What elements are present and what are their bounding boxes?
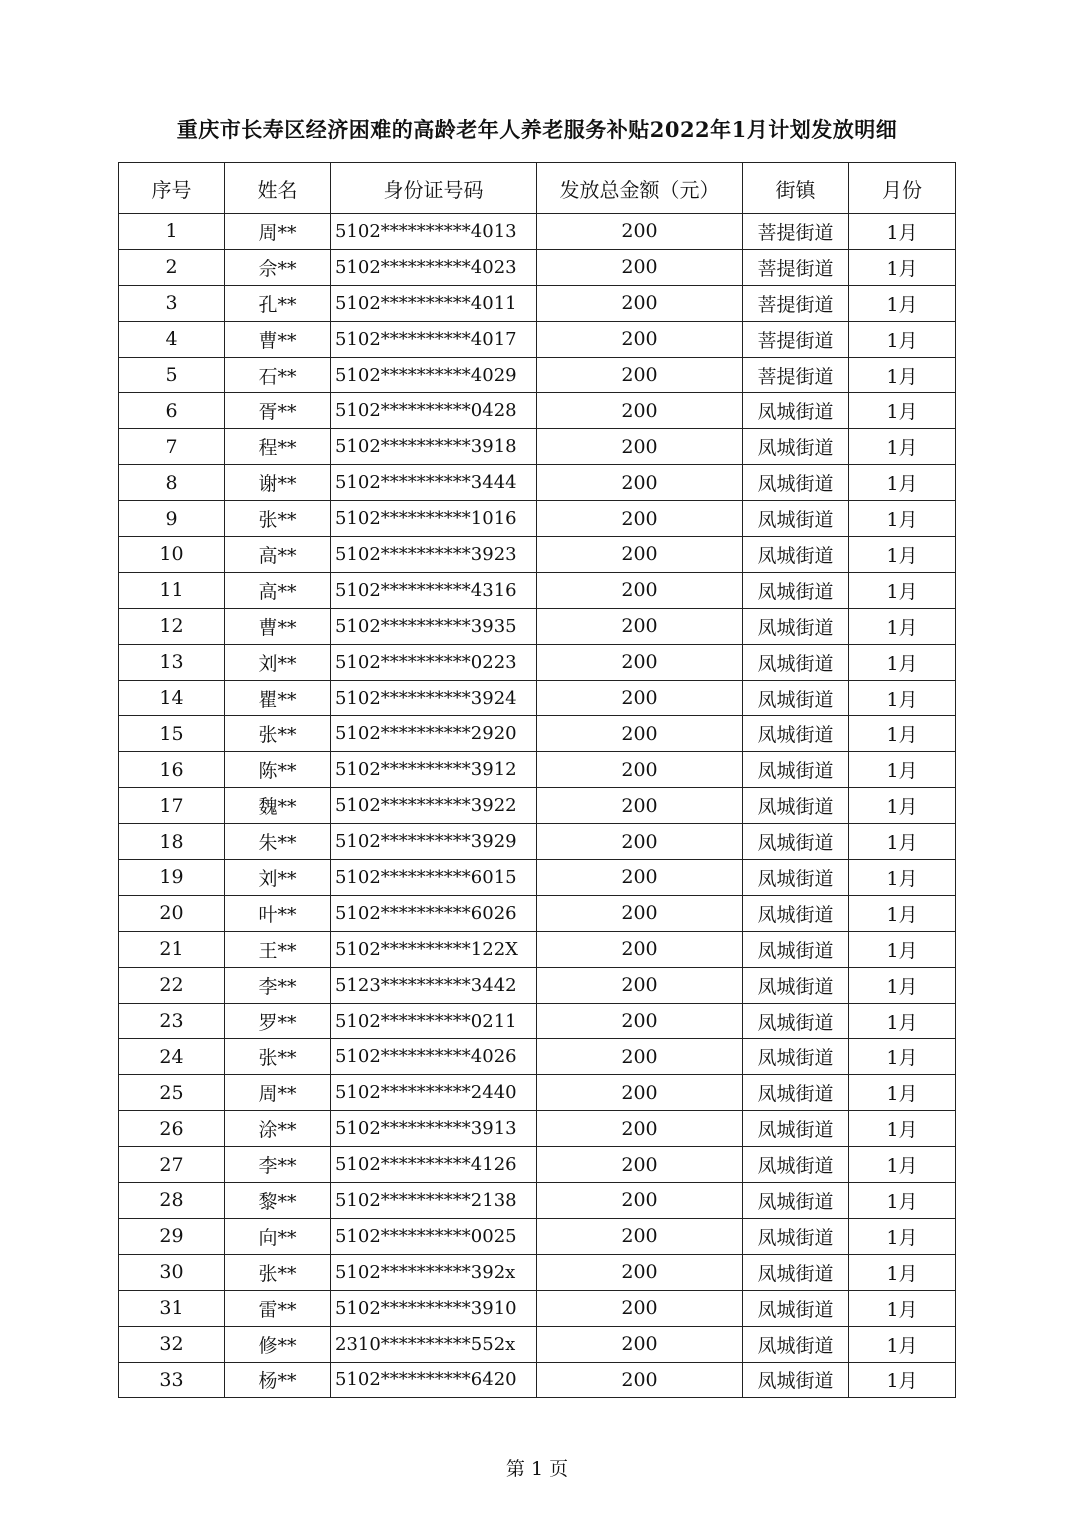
- cell-amount: 200: [537, 1290, 743, 1326]
- cell-amount: 200: [537, 1147, 743, 1183]
- table-row: [119, 824, 956, 860]
- cell-id-number: 2310**********552x: [331, 1326, 537, 1362]
- cell-name: 王**: [225, 931, 331, 967]
- cell-id-number: 5102**********4026: [331, 1039, 537, 1075]
- cell-amount: 200: [537, 788, 743, 824]
- cell-street: 凤城街道: [743, 752, 849, 788]
- cell-month: 1月: [849, 1326, 956, 1362]
- cell-street: 凤城街道: [743, 1254, 849, 1290]
- cell-serial: 13: [119, 644, 225, 680]
- table-row: [119, 429, 956, 465]
- cell-amount: 200: [537, 1039, 743, 1075]
- cell-street: 凤城街道: [743, 824, 849, 860]
- table-row: [119, 752, 956, 788]
- table-row: [119, 357, 956, 393]
- table-row: [119, 572, 956, 608]
- cell-month: 1月: [849, 572, 956, 608]
- cell-name: 修**: [225, 1326, 331, 1362]
- cell-street: 凤城街道: [743, 1039, 849, 1075]
- cell-street: 菩提街道: [743, 357, 849, 393]
- cell-street: 菩提街道: [743, 321, 849, 357]
- cell-id-number: 5102**********6026: [331, 895, 537, 931]
- cell-month: 1月: [849, 931, 956, 967]
- cell-month: 1月: [849, 357, 956, 393]
- cell-name: 魏**: [225, 788, 331, 824]
- cell-amount: 200: [537, 644, 743, 680]
- cell-id-number: 5102**********3912: [331, 752, 537, 788]
- cell-month: 1月: [849, 1147, 956, 1183]
- cell-amount: 200: [537, 716, 743, 752]
- table-row: [119, 931, 956, 967]
- table-row: [119, 214, 956, 250]
- table-row: [119, 321, 956, 357]
- cell-name: 向**: [225, 1218, 331, 1254]
- header-row: [119, 163, 956, 214]
- cell-amount: 200: [537, 608, 743, 644]
- page-title: 重庆市长寿区经济困难的高龄老年人养老服务补贴2022年1月计划发放明细: [176, 117, 898, 142]
- cell-month: 1月: [849, 752, 956, 788]
- cell-name: 张**: [225, 1039, 331, 1075]
- cell-name: 李**: [225, 967, 331, 1003]
- cell-serial: 6: [119, 393, 225, 429]
- header-month: 月份: [849, 163, 956, 214]
- table-row: [119, 895, 956, 931]
- cell-street: 凤城街道: [743, 931, 849, 967]
- table-row: [119, 501, 956, 537]
- cell-name: 张**: [225, 716, 331, 752]
- cell-id-number: 5102**********4316: [331, 572, 537, 608]
- table-row: [119, 1003, 956, 1039]
- cell-street: 凤城街道: [743, 895, 849, 931]
- cell-month: 1月: [849, 608, 956, 644]
- header-id-number: 身份证号码: [331, 163, 537, 214]
- cell-street: 凤城街道: [743, 501, 849, 537]
- subsidy-table: [118, 162, 956, 1398]
- cell-name: 刘**: [225, 644, 331, 680]
- cell-serial: 27: [119, 1147, 225, 1183]
- table-row: [119, 249, 956, 285]
- cell-month: 1月: [849, 1362, 956, 1398]
- cell-id-number: 5102**********3922: [331, 788, 537, 824]
- cell-name: 曹**: [225, 321, 331, 357]
- cell-id-number: 5102**********0223: [331, 644, 537, 680]
- cell-street: 凤城街道: [743, 967, 849, 1003]
- cell-amount: 200: [537, 357, 743, 393]
- table-row: [119, 1218, 956, 1254]
- cell-serial: 23: [119, 1003, 225, 1039]
- cell-id-number: 5102**********3910: [331, 1290, 537, 1326]
- cell-amount: 200: [537, 501, 743, 537]
- table-row: [119, 1183, 956, 1219]
- cell-serial: 2: [119, 249, 225, 285]
- cell-month: 1月: [849, 967, 956, 1003]
- table-row: [119, 1362, 956, 1398]
- cell-serial: 1: [119, 214, 225, 250]
- cell-street: 凤城街道: [743, 1111, 849, 1147]
- cell-amount: 200: [537, 967, 743, 1003]
- cell-id-number: 5102**********3913: [331, 1111, 537, 1147]
- cell-name: 曹**: [225, 608, 331, 644]
- cell-month: 1月: [849, 860, 956, 896]
- table-row: [119, 644, 956, 680]
- cell-serial: 12: [119, 608, 225, 644]
- cell-month: 1月: [849, 1183, 956, 1219]
- cell-amount: 200: [537, 895, 743, 931]
- cell-name: 张**: [225, 501, 331, 537]
- cell-amount: 200: [537, 214, 743, 250]
- cell-id-number: 5102**********6015: [331, 860, 537, 896]
- cell-month: 1月: [849, 1254, 956, 1290]
- cell-amount: 200: [537, 1111, 743, 1147]
- table-row: [119, 608, 956, 644]
- cell-amount: 200: [537, 321, 743, 357]
- cell-id-number: 5102**********4013: [331, 214, 537, 250]
- cell-street: 凤城街道: [743, 1183, 849, 1219]
- cell-amount: 200: [537, 752, 743, 788]
- cell-serial: 7: [119, 429, 225, 465]
- cell-name: 周**: [225, 214, 331, 250]
- cell-id-number: 5102**********3923: [331, 537, 537, 573]
- cell-street: 凤城街道: [743, 1147, 849, 1183]
- cell-serial: 19: [119, 860, 225, 896]
- cell-serial: 5: [119, 357, 225, 393]
- cell-month: 1月: [849, 429, 956, 465]
- cell-serial: 24: [119, 1039, 225, 1075]
- cell-street: 凤城街道: [743, 1003, 849, 1039]
- table-row: [119, 680, 956, 716]
- cell-amount: 200: [537, 285, 743, 321]
- cell-month: 1月: [849, 824, 956, 860]
- cell-month: 1月: [849, 537, 956, 573]
- table-row: [119, 860, 956, 896]
- cell-month: 1月: [849, 465, 956, 501]
- cell-amount: 200: [537, 1326, 743, 1362]
- cell-name: 程**: [225, 429, 331, 465]
- table-row: [119, 1326, 956, 1362]
- table-row: [119, 393, 956, 429]
- cell-street: 凤城街道: [743, 1362, 849, 1398]
- cell-serial: 11: [119, 572, 225, 608]
- cell-serial: 28: [119, 1183, 225, 1219]
- cell-name: 高**: [225, 572, 331, 608]
- cell-id-number: 5102**********122X: [331, 931, 537, 967]
- cell-serial: 8: [119, 465, 225, 501]
- cell-name: 陈**: [225, 752, 331, 788]
- cell-name: 石**: [225, 357, 331, 393]
- cell-id-number: 5102**********0428: [331, 393, 537, 429]
- cell-month: 1月: [849, 1290, 956, 1326]
- cell-month: 1月: [849, 1003, 956, 1039]
- cell-id-number: 5102**********3444: [331, 465, 537, 501]
- cell-street: 凤城街道: [743, 1290, 849, 1326]
- cell-amount: 200: [537, 1362, 743, 1398]
- cell-name: 涂**: [225, 1111, 331, 1147]
- cell-amount: 200: [537, 1003, 743, 1039]
- table-row: [119, 465, 956, 501]
- cell-month: 1月: [849, 501, 956, 537]
- cell-month: 1月: [849, 1111, 956, 1147]
- cell-id-number: 5102**********0211: [331, 1003, 537, 1039]
- cell-month: 1月: [849, 680, 956, 716]
- cell-amount: 200: [537, 1075, 743, 1111]
- cell-id-number: 5102**********392x: [331, 1254, 537, 1290]
- cell-name: 佘**: [225, 249, 331, 285]
- cell-serial: 20: [119, 895, 225, 931]
- cell-amount: 200: [537, 249, 743, 285]
- cell-id-number: 5102**********1016: [331, 501, 537, 537]
- cell-month: 1月: [849, 1075, 956, 1111]
- table-row: [119, 1290, 956, 1326]
- header-serial: 序号: [119, 163, 225, 214]
- cell-month: 1月: [849, 393, 956, 429]
- cell-serial: 14: [119, 680, 225, 716]
- cell-serial: 30: [119, 1254, 225, 1290]
- cell-serial: 3: [119, 285, 225, 321]
- cell-street: 凤城街道: [743, 429, 849, 465]
- cell-id-number: 5102**********3924: [331, 680, 537, 716]
- cell-id-number: 5102**********4126: [331, 1147, 537, 1183]
- cell-serial: 33: [119, 1362, 225, 1398]
- cell-street: 凤城街道: [743, 1326, 849, 1362]
- cell-id-number: 5102**********4023: [331, 249, 537, 285]
- page-number: 第 1 页: [505, 1458, 569, 1480]
- cell-serial: 10: [119, 537, 225, 573]
- cell-amount: 200: [537, 1218, 743, 1254]
- cell-id-number: 5102**********4011: [331, 285, 537, 321]
- cell-serial: 4: [119, 321, 225, 357]
- header-amount: 发放总金额（元）: [537, 163, 743, 214]
- cell-id-number: 5102**********3935: [331, 608, 537, 644]
- header-street: 街镇: [743, 163, 849, 214]
- cell-name: 瞿**: [225, 680, 331, 716]
- cell-street: 凤城街道: [743, 788, 849, 824]
- cell-name: 刘**: [225, 860, 331, 896]
- cell-serial: 16: [119, 752, 225, 788]
- cell-street: 凤城街道: [743, 860, 849, 896]
- cell-serial: 22: [119, 967, 225, 1003]
- cell-name: 黎**: [225, 1183, 331, 1219]
- cell-month: 1月: [849, 788, 956, 824]
- cell-amount: 200: [537, 931, 743, 967]
- table-row: [119, 788, 956, 824]
- cell-serial: 26: [119, 1111, 225, 1147]
- cell-name: 周**: [225, 1075, 331, 1111]
- cell-amount: 200: [537, 465, 743, 501]
- cell-amount: 200: [537, 537, 743, 573]
- cell-serial: 25: [119, 1075, 225, 1111]
- cell-amount: 200: [537, 429, 743, 465]
- cell-name: 谢**: [225, 465, 331, 501]
- cell-id-number: 5102**********0025: [331, 1218, 537, 1254]
- cell-month: 1月: [849, 895, 956, 931]
- table-row: [119, 1147, 956, 1183]
- table-header: [119, 163, 956, 214]
- cell-serial: 31: [119, 1290, 225, 1326]
- cell-month: 1月: [849, 716, 956, 752]
- cell-street: 凤城街道: [743, 572, 849, 608]
- cell-name: 朱**: [225, 824, 331, 860]
- cell-serial: 21: [119, 931, 225, 967]
- cell-month: 1月: [849, 285, 956, 321]
- cell-street: 凤城街道: [743, 537, 849, 573]
- cell-amount: 200: [537, 393, 743, 429]
- cell-street: 凤城街道: [743, 393, 849, 429]
- cell-street: 凤城街道: [743, 680, 849, 716]
- cell-id-number: 5102**********6420: [331, 1362, 537, 1398]
- cell-street: 凤城街道: [743, 1075, 849, 1111]
- table-row: [119, 537, 956, 573]
- cell-name: 高**: [225, 537, 331, 573]
- table-row: [119, 716, 956, 752]
- cell-name: 李**: [225, 1147, 331, 1183]
- cell-month: 1月: [849, 249, 956, 285]
- cell-amount: 200: [537, 680, 743, 716]
- cell-serial: 15: [119, 716, 225, 752]
- cell-name: 胥**: [225, 393, 331, 429]
- cell-month: 1月: [849, 214, 956, 250]
- cell-serial: 9: [119, 501, 225, 537]
- table-body: [119, 214, 956, 1398]
- cell-street: 凤城街道: [743, 644, 849, 680]
- cell-serial: 17: [119, 788, 225, 824]
- cell-street: 菩提街道: [743, 285, 849, 321]
- cell-id-number: 5102**********2138: [331, 1183, 537, 1219]
- cell-street: 凤城街道: [743, 1218, 849, 1254]
- cell-amount: 200: [537, 1254, 743, 1290]
- cell-amount: 200: [537, 824, 743, 860]
- cell-serial: 32: [119, 1326, 225, 1362]
- table-row: [119, 285, 956, 321]
- cell-name: 杨**: [225, 1362, 331, 1398]
- cell-month: 1月: [849, 644, 956, 680]
- cell-street: 菩提街道: [743, 214, 849, 250]
- cell-amount: 200: [537, 572, 743, 608]
- cell-amount: 200: [537, 1183, 743, 1219]
- cell-name: 叶**: [225, 895, 331, 931]
- cell-street: 凤城街道: [743, 716, 849, 752]
- cell-id-number: 5102**********2920: [331, 716, 537, 752]
- cell-name: 雷**: [225, 1290, 331, 1326]
- cell-id-number: 5123**********3442: [331, 967, 537, 1003]
- cell-street: 凤城街道: [743, 465, 849, 501]
- cell-name: 张**: [225, 1254, 331, 1290]
- cell-id-number: 5102**********4029: [331, 357, 537, 393]
- table-row: [119, 1039, 956, 1075]
- cell-amount: 200: [537, 860, 743, 896]
- header-name: 姓名: [225, 163, 331, 214]
- cell-id-number: 5102**********3918: [331, 429, 537, 465]
- cell-name: 罗**: [225, 1003, 331, 1039]
- table-row: [119, 1075, 956, 1111]
- table-row: [119, 1111, 956, 1147]
- cell-month: 1月: [849, 321, 956, 357]
- cell-month: 1月: [849, 1218, 956, 1254]
- cell-id-number: 5102**********4017: [331, 321, 537, 357]
- table-row: [119, 967, 956, 1003]
- cell-id-number: 5102**********2440: [331, 1075, 537, 1111]
- cell-name: 孔**: [225, 285, 331, 321]
- cell-month: 1月: [849, 1039, 956, 1075]
- cell-serial: 29: [119, 1218, 225, 1254]
- cell-serial: 18: [119, 824, 225, 860]
- cell-street: 菩提街道: [743, 249, 849, 285]
- table-row: [119, 1254, 956, 1290]
- cell-id-number: 5102**********3929: [331, 824, 537, 860]
- cell-street: 凤城街道: [743, 608, 849, 644]
